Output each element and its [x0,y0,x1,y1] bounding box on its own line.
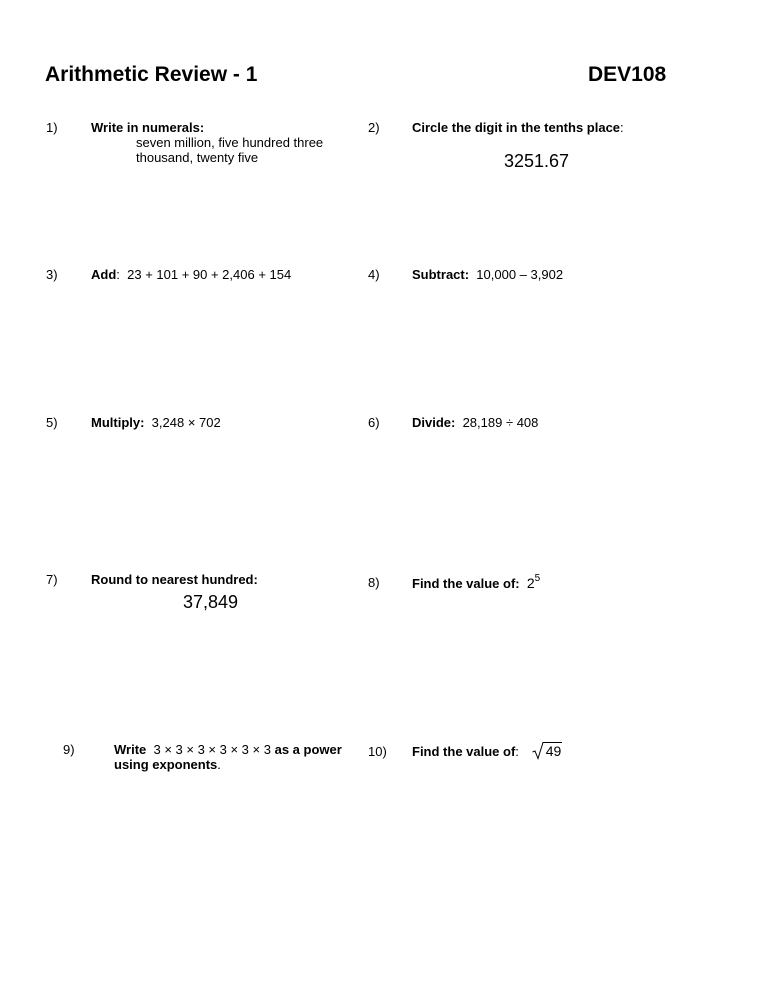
problem-5-prompt [91,415,221,430]
problem-10-radicand: 49 [545,743,562,759]
problem-2-prompt [412,120,624,135]
course-code: DEV108 [588,63,667,86]
problem-7-label: Round to nearest hundred: [91,572,258,587]
problem-9-suffix: as a power [274,742,342,757]
problem-3-prompt [91,267,291,282]
problem-9-label: Write [114,742,147,757]
problem-9-line2-wrap [114,757,221,772]
problem-8-exponent: 5 [534,573,541,584]
problem-4-expression: 10,000 – 3,902 [476,267,564,282]
problem-10-radical [532,742,563,759]
problem-9-number: 9) [63,742,75,757]
problem-2-number: 2) [368,120,380,135]
problem-3-label: Add [91,267,117,282]
problem-10-label: Find the value of [412,744,516,759]
problem-10-number: 10) [368,744,387,759]
problem-3-expression: : 23 + 101 + 90 + 2,406 + 154 [116,267,292,282]
problem-9-line1 [114,742,342,757]
problem-8-number: 8) [368,575,380,590]
problem-9-line2: using exponents [114,757,218,772]
problem-2-colon: : [620,120,624,135]
problem-4-label: Subtract: [412,267,470,282]
problem-8-label: Find the value of: [412,576,520,591]
problem-3-number: 3) [46,267,58,282]
problem-5-label: Multiply: [91,415,145,430]
problem-5-expression: 3,248 × 702 [151,415,221,430]
problem-6-number: 6) [368,415,380,430]
problem-8-prompt [412,575,540,591]
problem-4-number: 4) [368,267,380,282]
problem-1-number: 1) [46,120,58,135]
problem-5-number: 5) [46,415,58,430]
problem-2-label: Circle the digit in the tenths place [412,120,621,135]
worksheet-title: Arithmetic Review - 1 [45,63,258,86]
problem-10-prompt [412,742,562,759]
problem-9-expression: 3 × 3 × 3 × 3 × 3 × 3 [153,742,271,757]
problem-7-number: 7) [46,572,58,587]
problem-1-line2: thousand, twenty five [136,150,259,165]
problem-1-line1: seven million, five hundred three [136,135,324,150]
problem-4-prompt [412,267,563,282]
problem-7-value: 37,849 [183,592,239,612]
problem-8-base: 2 [526,575,535,591]
problem-1-label: Write in numerals: [91,120,205,135]
square-root-icon [532,742,545,760]
problem-6-prompt [412,415,538,430]
problem-9-period: . [217,757,221,772]
problem-6-expression: 28,189 ÷ 408 [462,415,539,430]
problem-6-label: Divide: [412,415,456,430]
problem-2-value: 3251.67 [504,151,570,171]
problem-10-colon: : [515,744,519,759]
